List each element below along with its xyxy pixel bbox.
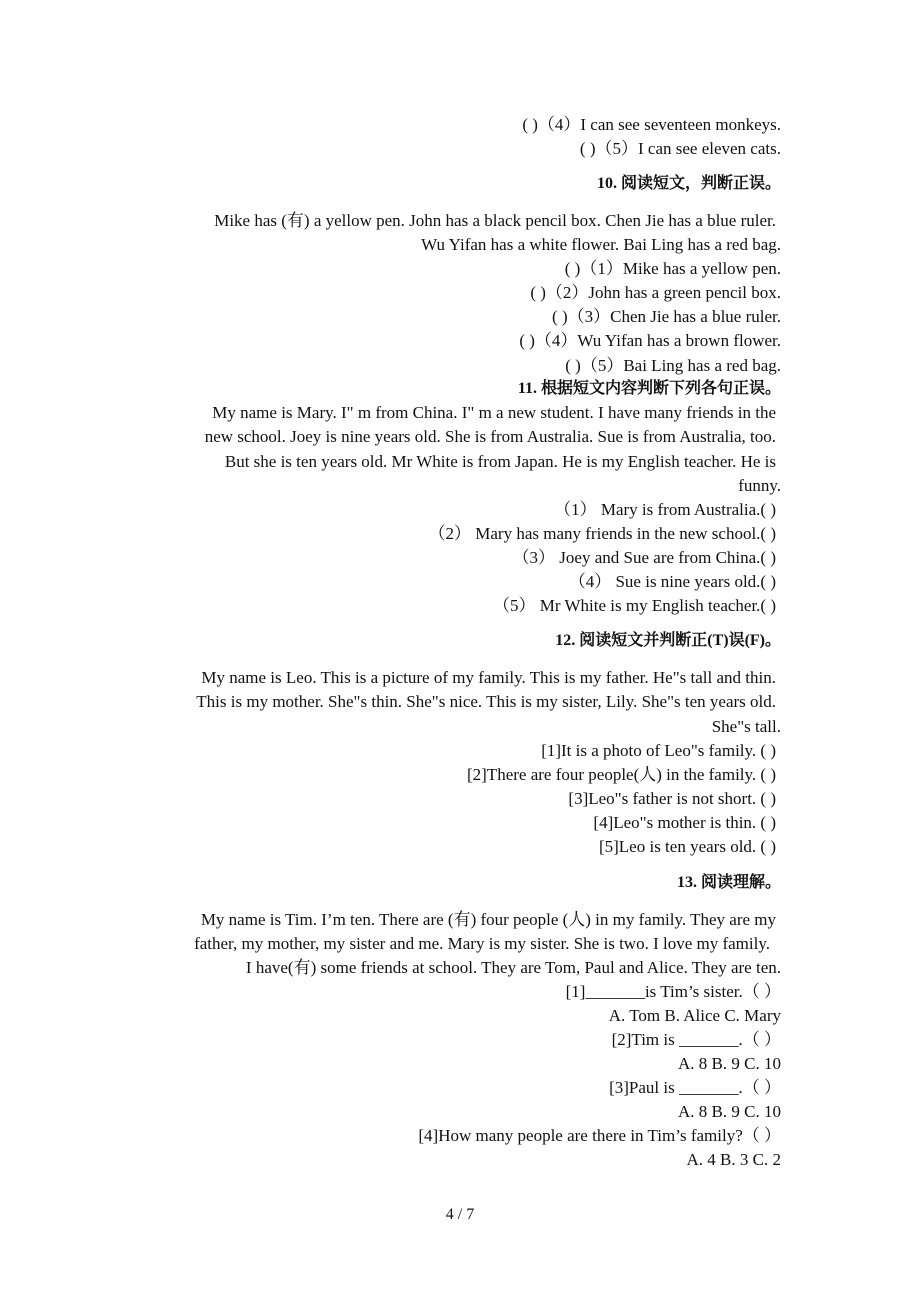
q12-item-2: [2]There are four people(人) in the family. ( ) — [466, 765, 776, 784]
q11-item-2: （2） Mary has many friends in the new school.( ) — [428, 524, 776, 543]
q10-item-5: ( )（5）Bai Ling has a red bag. — [565, 356, 781, 375]
q12-heading: 12. 阅读短文并判断正(T)误(F)。 — [555, 632, 781, 649]
q11-passage-line: funny. — [738, 476, 781, 495]
q13-question-2: [2]Tim is _______.（ ） — [611, 1030, 781, 1049]
q12-item-4: [4]Leo"s mother is thin. ( ) — [593, 813, 776, 832]
q13-question-4: [4]How many people are there in Tim’s family?（ ） — [418, 1126, 781, 1145]
q12-item-3: [3]Leo"s father is not short. ( ) — [568, 789, 776, 808]
q13-options-2: A. 8 B. 9 C. 10 — [678, 1054, 781, 1073]
q10-heading: 10. 阅读短文，判断正误。 — [596, 175, 781, 192]
page-number: 4 / 7 — [445, 1206, 475, 1223]
q12-passage-line: My name is Leo. This is a picture of my family. This is my father. He"s tall and thin. — [201, 668, 776, 687]
q10-passage-line: Wu Yifan has a white flower. Bai Ling has a red bag. — [421, 235, 781, 254]
q12-item-1: [1]It is a photo of Leo"s family. ( ) — [541, 741, 776, 760]
q13-passage-line: father, my mother, my sister and me. Mary is my sister. She is two. I love my family. — [194, 934, 770, 953]
q11-item-4: （4） Sue is nine years old.( ) — [568, 572, 776, 591]
q13-passage-line: I have(有) some friends at school. They are Tom, Paul and Alice. They are ten. — [245, 958, 781, 977]
q10-passage-line: Mike has (有) a yellow pen. John has a black pencil box. Chen Jie has a blue ruler. — [214, 211, 776, 230]
q10-item-3: ( )（3）Chen Jie has a blue ruler. — [552, 307, 781, 326]
q12-item-5: [5]Leo is ten years old. ( ) — [598, 837, 776, 856]
q12-passage-line: She"s tall. — [711, 717, 781, 736]
q9-item-4: ( )（4）I can see seventeen monkeys. — [522, 115, 781, 134]
q13-options-4: A. 4 B. 3 C. 2 — [686, 1150, 781, 1169]
q13-passage-line: My name is Tim. I’m ten. There are (有) four people (人) in my family. They are my — [200, 910, 776, 929]
q10-item-1: ( )（1）Mike has a yellow pen. — [564, 259, 781, 278]
q10-item-2: ( )（2）John has a green pencil box. — [530, 283, 781, 302]
q11-passage-line: But she is ten years old. Mr White is from Japan. He is my English teacher. He is — [224, 452, 776, 471]
q11-item-3: （3） Joey and Sue are from China.( ) — [512, 548, 776, 567]
q12-passage-line: This is my mother. She"s thin. She"s nice. This is my sister, Lily. She"s ten years old. — [196, 692, 776, 711]
q11-item-1: （1） Mary is from Australia.( ) — [554, 500, 776, 519]
q11-heading: 11. 根据短文内容判断下列各句正误。 — [517, 380, 781, 397]
q13-question-3: [3]Paul is _______.（ ） — [609, 1078, 781, 1097]
q9-item-5: ( )（5）I can see eleven cats. — [579, 139, 781, 158]
q13-heading: 13. 阅读理解。 — [676, 874, 781, 891]
q13-question-1: [1]_______is Tim’s sister.（ ） — [565, 982, 781, 1001]
q11-item-5: （5） Mr White is my English teacher.( ) — [493, 596, 776, 615]
q11-passage-line: new school. Joey is nine years old. She is from Australia. Sue is from Australia, too. — [204, 427, 776, 446]
q13-options-1: A. Tom B. Alice C. Mary — [608, 1006, 781, 1025]
q13-options-3: A. 8 B. 9 C. 10 — [678, 1102, 781, 1121]
q10-item-4: ( )（4）Wu Yifan has a brown flower. — [519, 331, 781, 350]
q11-passage-line: My name is Mary. I" m from China. I" m a new student. I have many friends in the — [212, 403, 776, 422]
